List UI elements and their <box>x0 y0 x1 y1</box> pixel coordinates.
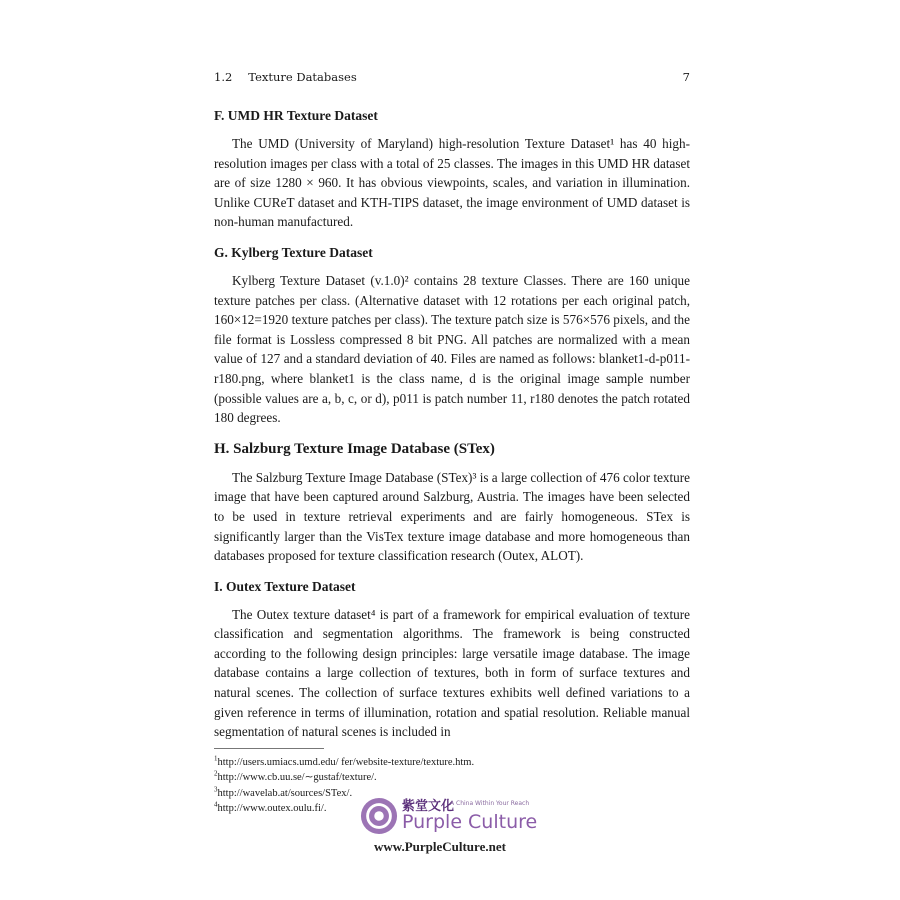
page-content <box>214 70 690 817</box>
watermark-name: Purple Culture <box>402 811 538 833</box>
footnote-divider <box>214 748 324 749</box>
section-title: Texture Databases <box>248 70 357 84</box>
watermark-tagline: A China Within Your Reach <box>450 800 530 807</box>
footnote-link-4[interactable]: http://www.outex.oulu.fi/. <box>217 803 327 815</box>
footnote-2: $^2$http://www.cb.uu.se/∼gustaf/texture/. <box>214 769 377 784</box>
purple-culture-logo-icon <box>360 797 398 835</box>
footnote-3: $^3$http://wavelab.at/sources/STex/. <box>214 785 353 799</box>
section-heading-f: F. UMD HR Texture Dataset <box>214 108 378 123</box>
paragraph-g: Kylberg Texture Dataset (v.1.0)² contains 28 texture Classes. There are 160 unique texture patches per class. (Alternative dataset with 12 rotations per each original patch, 160×12=1920 texture patches per class). The texture patch size is 576×576 pixels, and the file format is Lossless compressed 8 bit PNG. All patches are normalized with a mean value of 127 and a standard deviation of 40. Files are named as follows: blanket1-d-p011-r180.png, where blanket1 is the class name, d is the original image sample number (possible values are a, b, c, or d), p011 is patch number 11, r180 denotes the patch rotated 180 degrees. <box>214 272 690 426</box>
page-number: 7 <box>682 70 690 84</box>
section-heading-h: H. Salzburg Texture Image Database (STex) <box>214 440 495 457</box>
section-heading-i: I. Outex Texture Dataset <box>214 578 356 594</box>
paragraph-i: The Outex texture dataset⁴ is part of a framework for empirical evaluation of texture classification and segmentation algorithms. The framework is being constructed according to the following design principles: large versatile image database. The image database contains a large collection of textures, both in form of surface textures and natural scenes. The collection of surface textures exhibits well defined variations to a given reference in terms of illumination, rotation and spatial resolution. Reliable manual segmentation of natural scenes is included in <box>214 606 690 740</box>
footnote-link-3[interactable]: http://wavelab.at/sources/STex/. <box>217 787 353 799</box>
footnote-4: $^4$http://www.outex.oulu.fi/. <box>214 800 327 815</box>
paragraph-h: The Salzburg Texture Image Database (STex)³ is a large collection of 476 color texture image that have been captured around Salzburg, Austria. The images have been selected to be used in texture retrieval experiments and are fairly homogeneous. STex is significantly larger than the VisTex texture image database and more homogeneous than databases proposed for texture classification research (Outex, ALOT). <box>214 469 691 564</box>
paragraph-f: The UMD (University of Maryland) high-resolution Texture Dataset¹ has 40 high-resolution images per class with a total of 25 classes. The images in this UMD HR dataset are of size 1280 × 960. It has obvious viewpoints, scales, and variation in illumination. Unlike CUReT dataset and KTH-TIPS dataset, the image environment of UMD dataset is non-human manufactured. <box>214 136 690 230</box>
footnote-1: $^1$http://users.umiacs.umd.edu/ fer/website-texture/texture.htm. <box>214 754 475 768</box>
footnote-link-1[interactable]: http://users.umiacs.umd.edu/ fer/website-texture/texture.htm. <box>217 756 475 768</box>
section-heading-g: G. Kylberg Texture Dataset <box>214 244 373 260</box>
footnote-link-2[interactable]: http://www.cb.uu.se/∼gustaf/texture/. <box>217 772 377 784</box>
watermark-url[interactable]: www.PurpleCulture.net <box>374 839 506 854</box>
running-header <box>214 70 690 84</box>
watermark <box>360 793 550 863</box>
section-number: 1.2 <box>214 70 233 84</box>
watermark-chinese: 紫堂文化 <box>402 799 455 814</box>
